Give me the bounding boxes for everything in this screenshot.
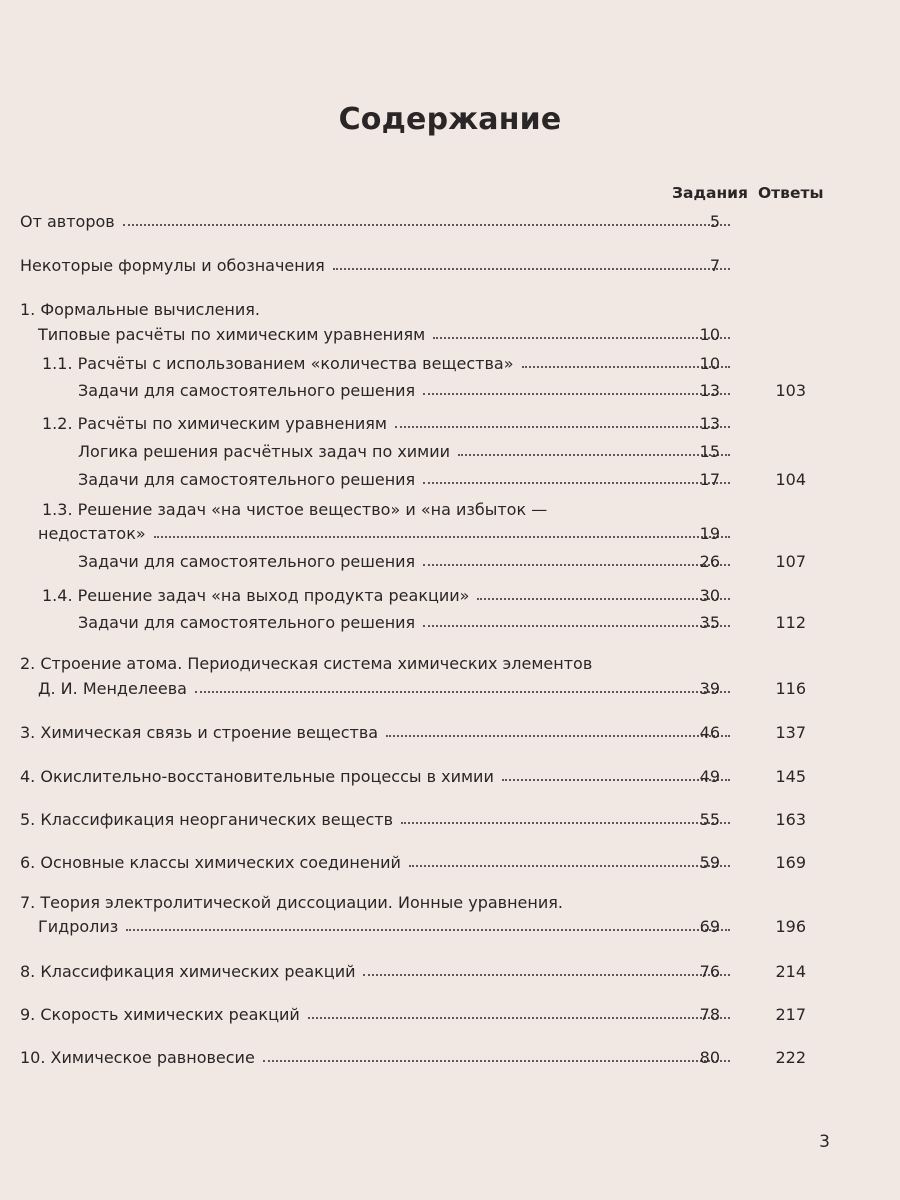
tasks-page: 15: [699, 442, 720, 461]
toc-entry-label: 1.1. Расчёты с использованием «количества вещества»: [42, 354, 514, 373]
answers-page: 137: [775, 723, 806, 742]
tasks-page: 59: [699, 853, 720, 872]
page-title: Содержание: [338, 102, 562, 137]
toc-entry-label: Логика решения расчётных задач по химии: [78, 442, 451, 461]
tasks-page: 35: [699, 613, 720, 632]
answers-page: 222: [775, 1048, 806, 1067]
toc-entry-label: 8. Классификация химических реакций: [20, 962, 356, 981]
dot-leader: [195, 691, 730, 693]
tasks-page: 49: [699, 767, 720, 786]
tasks-page: 26: [699, 552, 720, 571]
toc-entry-label: Задачи для самостоятельного решения: [78, 613, 416, 632]
tasks-page: 30: [699, 586, 720, 605]
tasks-page: 19: [699, 524, 720, 543]
dot-leader: [154, 536, 730, 538]
toc-entry-label: Задачи для самостоятельного решения: [78, 470, 416, 489]
toc-entry-label: 1.2. Расчёты по химическим уравнениям: [42, 414, 387, 433]
toc-entry-label: Задачи для самостоятельного решения: [78, 552, 416, 571]
toc-entry-label: Типовые расчёты по химическим уравнениям: [38, 325, 426, 344]
answers-page: 163: [775, 810, 806, 829]
toc-entry-label: Задачи для самостоятельного решения: [78, 381, 416, 400]
toc-entry-label: 3. Химическая связь и строение вещества: [20, 723, 379, 742]
toc-entry-label: 1.4. Решение задач «на выход продукта реакции»: [42, 586, 470, 605]
tasks-page: 78: [699, 1005, 720, 1024]
toc-entry-first-line: 2. Строение атома. Периодическая система химических элементов: [20, 654, 593, 673]
toc-entry-label: 10. Химическое равновесие: [20, 1048, 255, 1067]
tasks-page: 10: [699, 325, 720, 344]
answers-page: 214: [775, 962, 806, 981]
toc-entry-label: Д. И. Менделеева: [38, 679, 187, 698]
toc-entry-first-line: 1. Формальные вычисления.: [20, 300, 260, 319]
toc-entry-label: 6. Основные классы химических соединений: [20, 853, 401, 872]
toc-entry-label: Некоторые формулы и обозначения: [20, 256, 325, 275]
toc-entry-label: От авторов: [20, 212, 115, 231]
answers-page: 116: [775, 679, 806, 698]
tasks-page: 5: [709, 212, 720, 231]
answers-page: 112: [775, 613, 806, 632]
page-number: 3: [819, 1132, 830, 1152]
toc-entry-label: 9. Скорость химических реакций: [20, 1005, 300, 1024]
answers-page: 107: [775, 552, 806, 571]
answers-page: 145: [775, 767, 806, 786]
dot-leader: [126, 929, 730, 931]
toc-entry-label: 5. Классификация неорганических веществ: [20, 810, 394, 829]
toc-entry-first-line: 1.3. Решение задач «на чистое вещество» и «на избыток —: [42, 500, 548, 519]
toc-entry-first-line: 7. Теория электролитической диссоциации. Ионные уравнения.: [20, 893, 563, 912]
column-header-answers: Ответы: [758, 184, 824, 202]
tasks-page: 46: [699, 723, 720, 742]
tasks-page: 39: [699, 679, 720, 698]
answers-page: 196: [775, 917, 806, 936]
toc-entry-label: Гидролиз: [38, 917, 119, 936]
answers-page: 104: [775, 470, 806, 489]
toc-entry-label: недостаток»: [38, 524, 146, 543]
answers-page: 103: [775, 381, 806, 400]
tasks-page: 80: [699, 1048, 720, 1067]
column-header-tasks: Задания: [672, 184, 748, 202]
tasks-page: 13: [699, 381, 720, 400]
dot-leader: [123, 224, 730, 226]
dot-leader: [263, 1060, 730, 1062]
tasks-page: 76: [699, 962, 720, 981]
dot-leader: [308, 1017, 730, 1019]
answers-page: 217: [775, 1005, 806, 1024]
tasks-page: 10: [699, 354, 720, 373]
tasks-page: 13: [699, 414, 720, 433]
tasks-page: 7: [709, 256, 720, 275]
tasks-page: 17: [699, 470, 720, 489]
tasks-page: 55: [699, 810, 720, 829]
tasks-page: 69: [699, 917, 720, 936]
answers-page: 169: [775, 853, 806, 872]
toc-entry-label: 4. Окислительно-восстановительные процессы в химии: [20, 767, 494, 786]
